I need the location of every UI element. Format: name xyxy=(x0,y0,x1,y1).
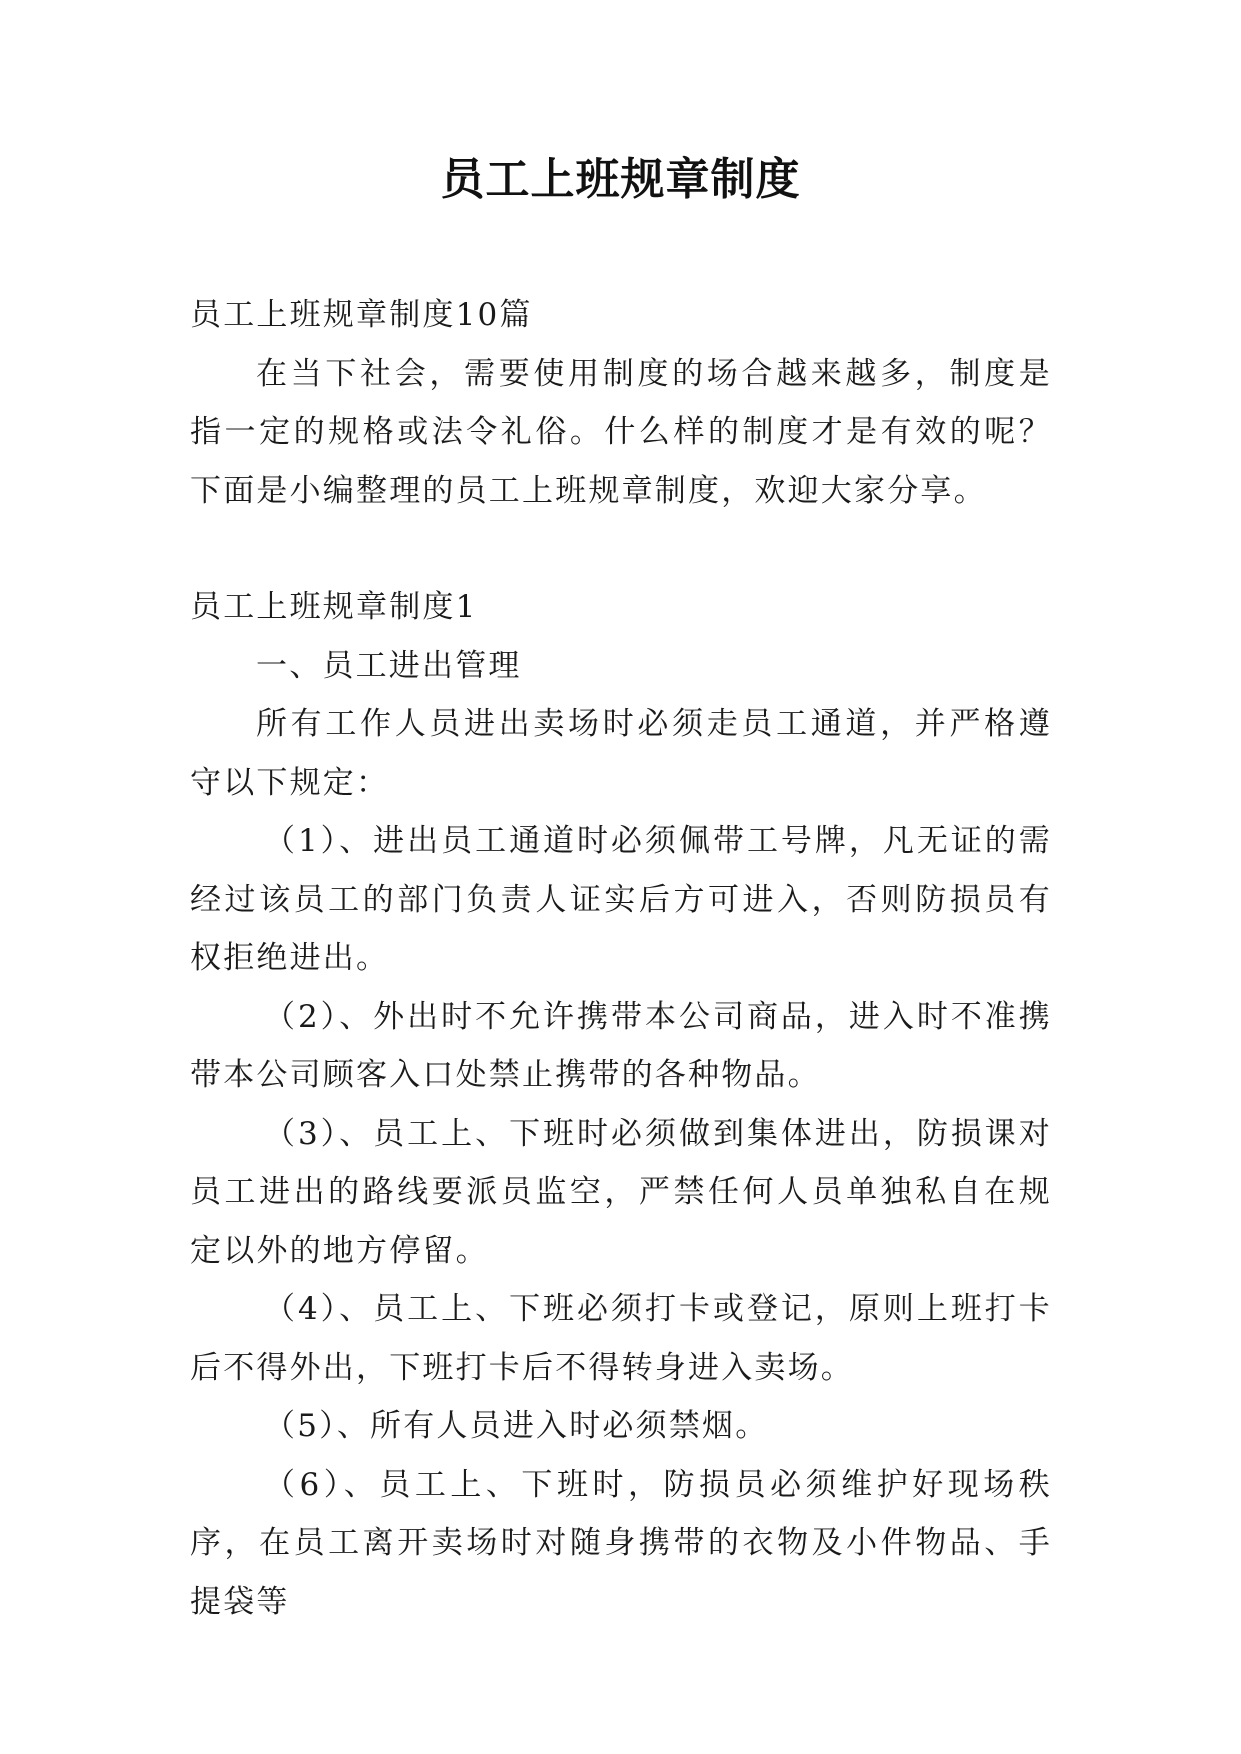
document-subtitle: 员工上班规章制度10篇 xyxy=(190,297,533,333)
rule-item: （3）、员工上、下班时必须做到集体进出，防损课对员工进出的路线要派员监空，严禁任何人员单独私自在规定以外的地方停留。 xyxy=(190,1115,1052,1269)
document-title: 员工上班规章制度 xyxy=(440,154,801,205)
document-body xyxy=(190,286,1052,1631)
intro-paragraph: 在当下社会，需要使用制度的场合越来越多，制度是指一定的规格或法令礼俗。什么样的制度才是有效的呢？下面是小编整理的员工上班规章制度，欢迎大家分享。 xyxy=(190,355,1052,509)
rule-item: （2）、外出时不允许携带本公司商品，进入时不准携带本公司顾客入口处禁止携带的各种物品。 xyxy=(190,998,1052,1093)
rule-item: （4）、员工上、下班必须打卡或登记，原则上班打卡后不得外出，下班打卡后不得转身进入卖场。 xyxy=(190,1291,1052,1386)
section-title: 员工上班规章制度1 xyxy=(190,589,478,625)
rule-item: （6）、员工上、下班时，防损员必须维护好现场秩序，在员工离开卖场时对随身携带的衣物及小件物品、手提袋等 xyxy=(190,1466,1052,1620)
rule-item: （1）、进出员工通道时必须佩带工号牌，凡无证的需经过该员工的部门负责人证实后方可进入，否则防损员有权拒绝进出。 xyxy=(190,823,1052,976)
rule-item: （5）、所有人员进入时必须禁烟。 xyxy=(264,1408,769,1444)
rules-paragraph: 所有工作人员进出卖场时必须走员工通道，并严格遵守以下规定： xyxy=(190,706,1052,801)
section-heading: 一、员工进出管理 xyxy=(256,647,522,684)
